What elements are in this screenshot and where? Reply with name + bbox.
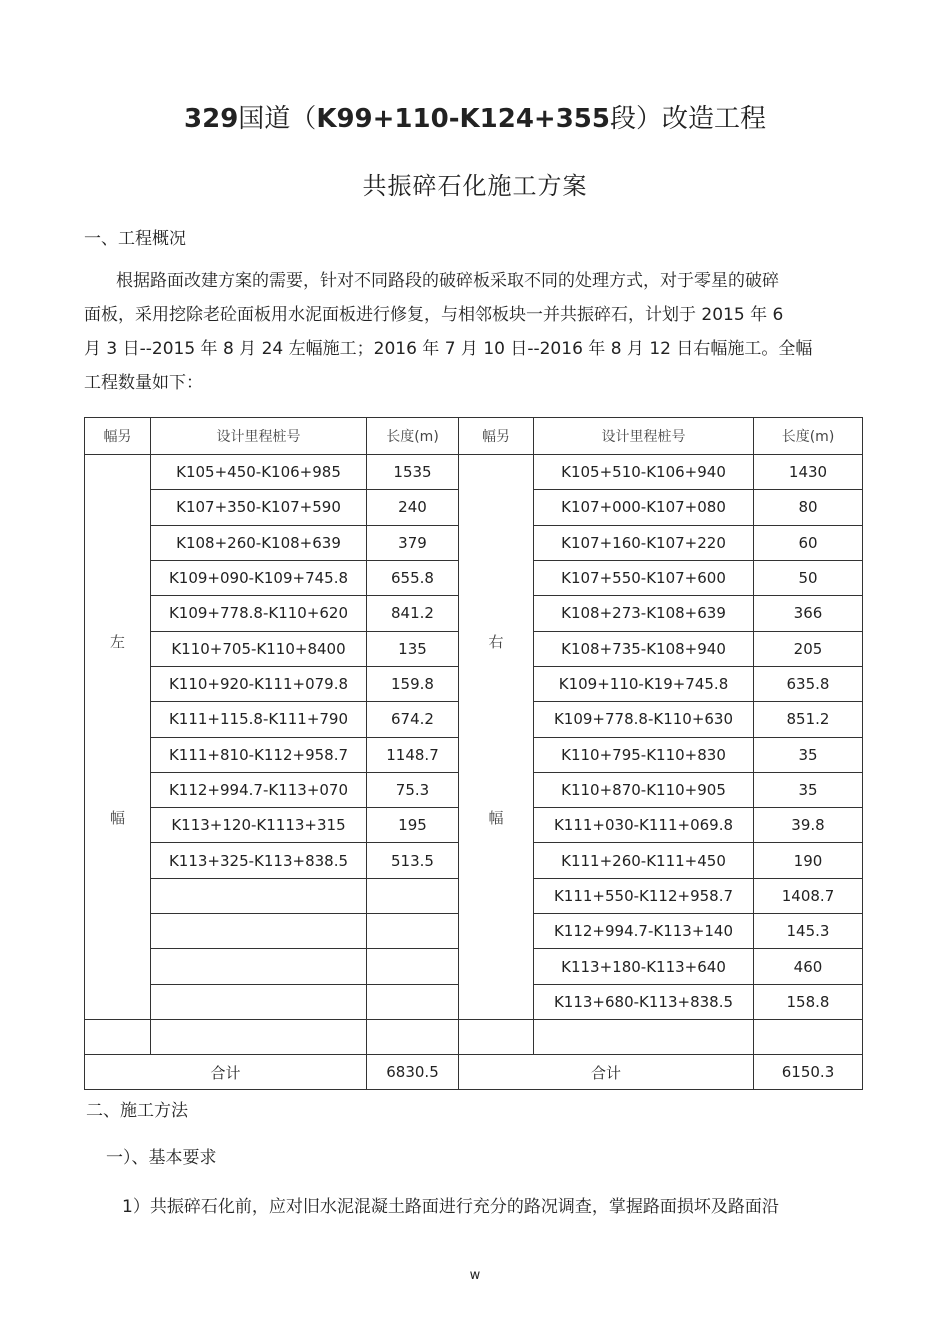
right-station-cell: K111+550-K112+958.7 <box>534 878 754 913</box>
total-value-left: 6830.5 <box>367 1055 459 1090</box>
left-length-cell <box>367 984 459 1019</box>
header-length-left: 长度(m) <box>367 418 459 455</box>
right-length-cell: 80 <box>754 490 863 525</box>
header-length-right: 长度(m) <box>754 418 863 455</box>
left-length-cell: 1535 <box>367 455 459 490</box>
left-length-cell <box>367 878 459 913</box>
right-side-label-top: 右 <box>488 633 504 651</box>
right-length-cell: 851.2 <box>754 702 863 737</box>
left-length-cell: 240 <box>367 490 459 525</box>
left-length-cell: 159.8 <box>367 666 459 701</box>
right-station-cell: K105+510-K106+940 <box>534 455 754 490</box>
left-station-cell: K113+120-K1113+315 <box>151 808 367 843</box>
total-row <box>85 1055 863 1090</box>
header-side-right: 幅另 <box>459 418 534 455</box>
title-text-b: 段）改造工程 <box>609 104 766 134</box>
left-station-cell: K108+260-K108+639 <box>151 525 367 560</box>
right-station-cell: K113+180-K113+640 <box>534 949 754 984</box>
left-length-cell: 841.2 <box>367 596 459 631</box>
right-length-cell: 39.8 <box>754 808 863 843</box>
right-length-cell: 60 <box>754 525 863 560</box>
left-length-cell <box>367 949 459 984</box>
right-side-label-cell <box>459 455 534 1020</box>
document-title <box>0 98 950 135</box>
section1-heading: 一、工程概况 <box>84 229 186 249</box>
left-length-cell: 195 <box>367 808 459 843</box>
document-subtitle: 共振碎石化施工方案 <box>362 172 588 200</box>
right-length-cell: 1430 <box>754 455 863 490</box>
subsection1-heading: 一）、基本要求 <box>106 1148 217 1168</box>
left-length-cell: 379 <box>367 525 459 560</box>
paragraph-line-4: 工程数量如下： <box>84 373 203 393</box>
right-length-cell: 50 <box>754 560 863 595</box>
right-station-cell: K107+550-K107+600 <box>534 560 754 595</box>
right-length-cell: 145.3 <box>754 914 863 949</box>
right-station-cell: K111+260-K111+450 <box>534 843 754 878</box>
paragraph-line-3: 月 3 日--2015 年 8 月 24 左幅施工；2016 年 7 月 10 日--2016 年 8 月 12 日右幅施工。全幅 <box>84 339 813 359</box>
left-station-cell: K113+325-K113+838.5 <box>151 843 367 878</box>
paragraph-line-2: 面板，采用挖除老砼面板用水泥面板进行修复，与相邻板块一并共振碎石，计划于 2015 年 6 <box>84 305 784 325</box>
table-header-row <box>85 418 863 455</box>
left-side-label-top: 左 <box>109 633 125 651</box>
right-station-cell: K110+870-K110+905 <box>534 772 754 807</box>
paragraph-line-1: 根据路面改建方案的需要，针对不同路段的破碎板采取不同的处理方式，对于零星的破碎 <box>116 271 779 291</box>
left-station-cell <box>151 914 367 949</box>
left-side-label-bottom: 幅 <box>109 809 125 827</box>
item1-text: 1）共振碎石化前，应对旧水泥混凝土路面进行充分的路况调查，掌握路面损坏及路面沿 <box>122 1197 779 1217</box>
title-number: 329 <box>184 104 239 134</box>
left-station-cell: K105+450-K106+985 <box>151 455 367 490</box>
left-length-cell <box>367 914 459 949</box>
right-length-cell: 460 <box>754 949 863 984</box>
right-length-cell: 1408.7 <box>754 878 863 913</box>
right-station-cell: K110+795-K110+830 <box>534 737 754 772</box>
left-station-cell <box>151 984 367 1019</box>
quantity-table <box>84 417 863 1090</box>
left-length-cell: 135 <box>367 631 459 666</box>
page-footer: w <box>469 1268 481 1283</box>
total-label-left: 合计 <box>85 1055 367 1090</box>
left-side-label-cell <box>85 455 151 1020</box>
header-station-right: 设计里程桩号 <box>534 418 754 455</box>
left-station-cell: K112+994.7-K113+070 <box>151 772 367 807</box>
left-length-cell: 1148.7 <box>367 737 459 772</box>
right-length-cell: 158.8 <box>754 984 863 1019</box>
left-station-cell: K111+115.8-K111+790 <box>151 702 367 737</box>
right-length-cell: 35 <box>754 772 863 807</box>
total-value-right: 6150.3 <box>754 1055 863 1090</box>
right-station-cell: K111+030-K111+069.8 <box>534 808 754 843</box>
table-row <box>85 455 863 490</box>
left-station-cell: K109+778.8-K110+620 <box>151 596 367 631</box>
left-station-cell <box>151 878 367 913</box>
total-label-right: 合计 <box>459 1055 754 1090</box>
header-station-left: 设计里程桩号 <box>151 418 367 455</box>
right-length-cell: 190 <box>754 843 863 878</box>
right-station-cell: K109+110-K19+745.8 <box>534 666 754 701</box>
left-station-cell: K110+920-K111+079.8 <box>151 666 367 701</box>
blank-row <box>85 1020 863 1055</box>
left-length-cell: 655.8 <box>367 560 459 595</box>
right-station-cell: K107+000-K107+080 <box>534 490 754 525</box>
right-station-cell: K113+680-K113+838.5 <box>534 984 754 1019</box>
right-station-cell: K112+994.7-K113+140 <box>534 914 754 949</box>
title-text-a: 国道（ <box>238 104 317 134</box>
left-station-cell: K110+705-K110+8400 <box>151 631 367 666</box>
right-station-cell: K109+778.8-K110+630 <box>534 702 754 737</box>
left-length-cell: 513.5 <box>367 843 459 878</box>
left-station-cell: K107+350-K107+590 <box>151 490 367 525</box>
right-side-label-bottom: 幅 <box>488 809 504 827</box>
right-length-cell: 635.8 <box>754 666 863 701</box>
right-station-cell: K107+160-K107+220 <box>534 525 754 560</box>
right-length-cell: 35 <box>754 737 863 772</box>
left-length-cell: 674.2 <box>367 702 459 737</box>
right-length-cell: 366 <box>754 596 863 631</box>
left-length-cell: 75.3 <box>367 772 459 807</box>
left-station-cell: K111+810-K112+958.7 <box>151 737 367 772</box>
right-station-cell: K108+735-K108+940 <box>534 631 754 666</box>
right-length-cell: 205 <box>754 631 863 666</box>
left-station-cell: K109+090-K109+745.8 <box>151 560 367 595</box>
header-side-left: 幅另 <box>85 418 151 455</box>
title-station-range: K99+110-K124+355 <box>316 104 610 134</box>
right-station-cell: K108+273-K108+639 <box>534 596 754 631</box>
left-station-cell <box>151 949 367 984</box>
section2-heading: 二、施工方法 <box>86 1101 188 1121</box>
